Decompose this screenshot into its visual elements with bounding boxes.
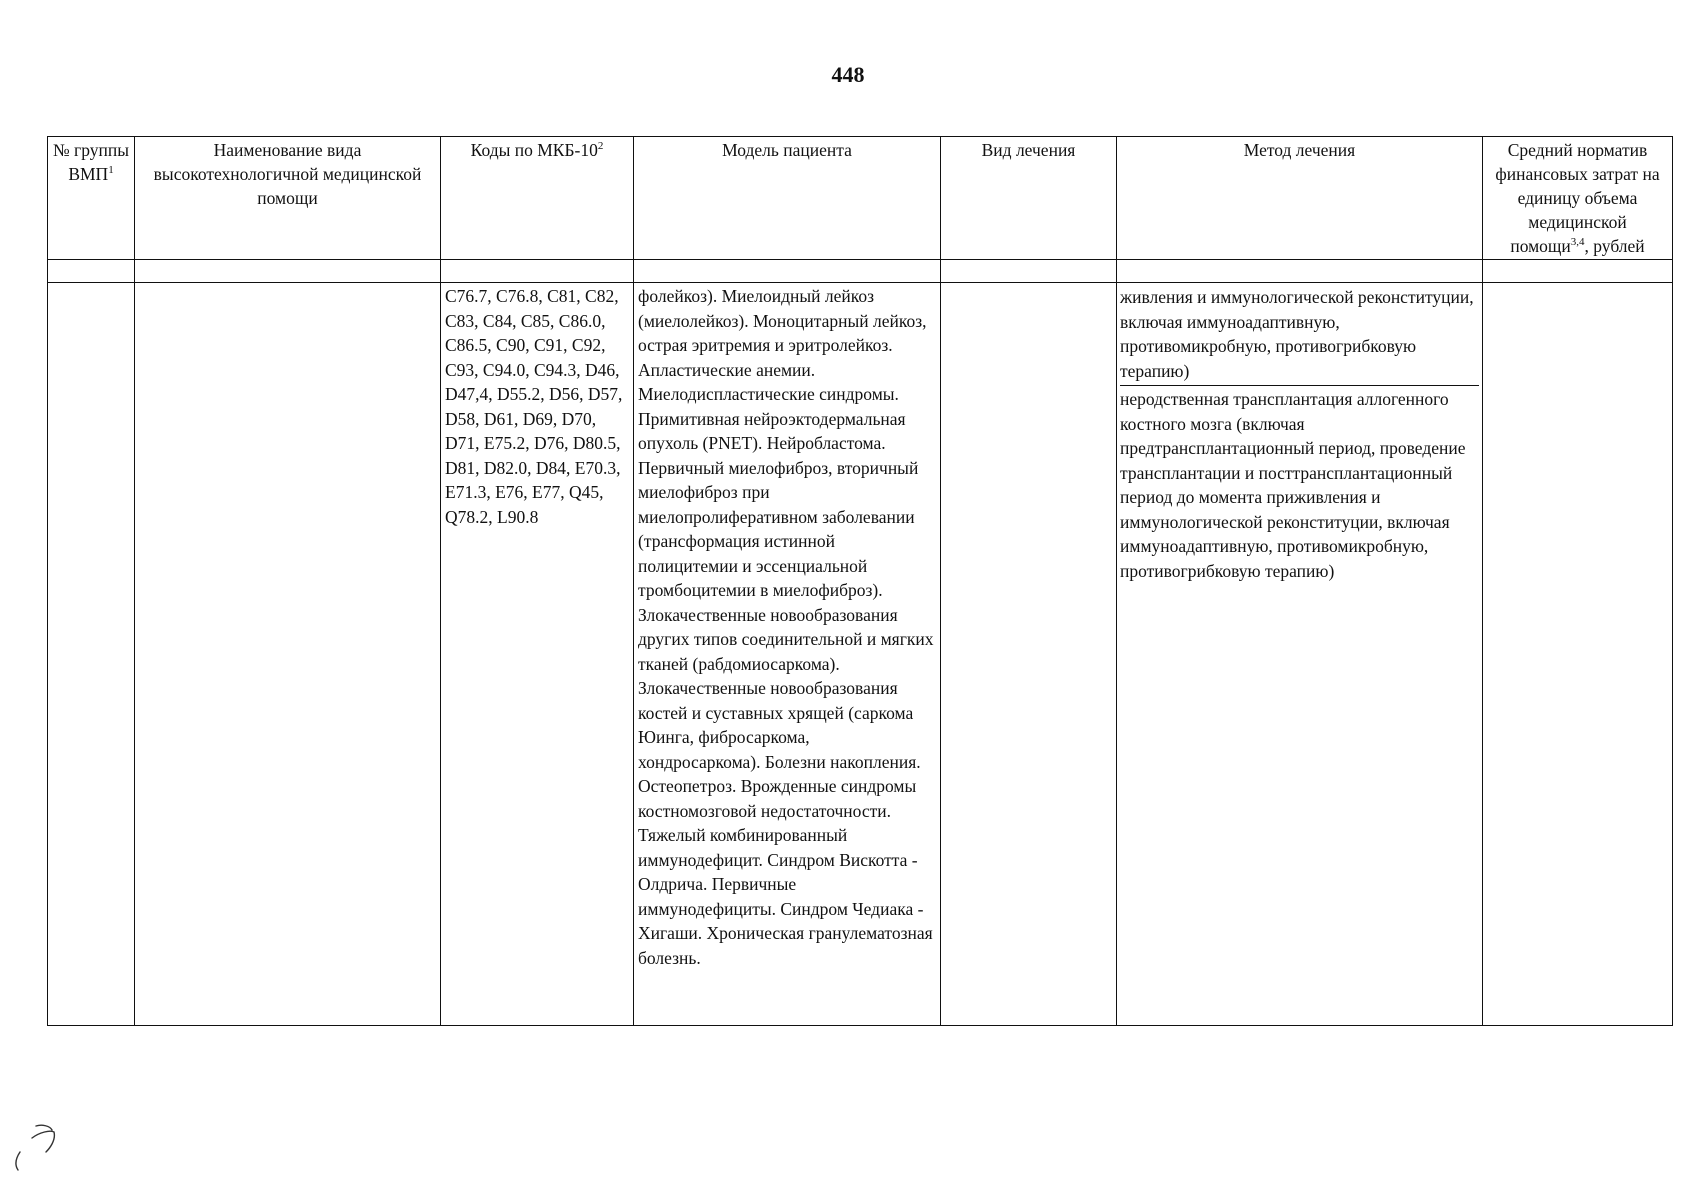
treatment-method-2: неродственная трансплантация аллогенного костного мозга (включая предтрансплантационный период, проведение трансплантации и посттрансплантационный период до момента приживления и иммунологической реконституции, включая иммуноадаптивную, противомикробную, противогрибковую терапию) (1120, 385, 1479, 585)
header-group-no: № группы ВМП$^1$ (48, 137, 135, 260)
header-spacer-row (48, 260, 1673, 283)
spacer-cell (1117, 260, 1483, 283)
header-patient-model: Модель пациента (634, 137, 941, 260)
header-name: Наименование вида высокотехнологичной медицинской помощи (135, 137, 441, 260)
table-row (48, 283, 1673, 1026)
spacer-cell (1483, 260, 1673, 283)
header-icd-codes: Коды по МКБ-$10^2$ (441, 137, 634, 260)
cell-treatment-type (941, 283, 1117, 1026)
page-number: 448 (831, 62, 865, 87)
cell-group-no (48, 283, 135, 1026)
cell-name (135, 283, 441, 1026)
cell-patient-model: фолейкоз). Миелоидный лейкоз (миелолейкоз). Моноцитарный лейкоз, острая эритремия и эритролейкоз. Апластические анемии. Миелодиспластические синдромы. Примитивная нейроэктодермальная опухоль (PNET). Нейробластома. Первичный миелофиброз, вторичный миелофиброз при миелопролиферативном заболевании (трансформация истинной полицитемии и эссенциальной тромбоцитемии в миелофиброз). Злокачественные новообразования других типов соединительной и мягких тканей (рабдомиосаркома). Злокачественные новообразования костей и суставных хрящей (саркома Юинга, фибросаркома, хондросаркома). Болезни накопления. Остеопетроз. Врожденные синдромы костномозговой недостаточности. Тяжелый комбинированный иммунодефицит. Синдром Вискотта - Олдрича. Первичные иммунодефициты. Синдром Чедиака - Хигаши. Хроническая гранулематозная болезнь. (634, 283, 941, 1026)
spacer-cell (135, 260, 441, 283)
spacer-cell (441, 260, 634, 283)
spacer-cell (634, 260, 941, 283)
header-treatment-type: Вид лечения (941, 137, 1117, 260)
treatment-method-1: живления и иммунологической реконституции, включая иммуноадаптивную, противомикробную, противогрибковую терапию) (1120, 287, 1474, 381)
vmp-table (47, 136, 1673, 1026)
pencil-scribble-mark (6, 1118, 66, 1178)
spacer-cell (941, 260, 1117, 283)
header-row (48, 137, 1673, 260)
cell-icd-codes: C76.7, C76.8, C81, C82, C83, C84, C85, C86.0, C86.5, C90, C91, C92, C93, C94.0, C94.3, D46, D47,4, D55.2, D56, D57, D58, D61, D69, D70, D71, E75.2, D76, D80.5, D81, D82.0, D84, E70.3, E71.3, E76, E77, Q45, Q78.2, L90.8 (441, 283, 634, 1026)
spacer-cell (48, 260, 135, 283)
header-avg-cost: Средний норматив финансовых затрат на единицу объема медицинской помощи$^{3,4}$, рублей (1483, 137, 1673, 260)
cell-avg-cost (1483, 283, 1673, 1026)
header-treatment-method: Метод лечения (1117, 137, 1483, 260)
cell-treatment-method (1117, 283, 1483, 1026)
